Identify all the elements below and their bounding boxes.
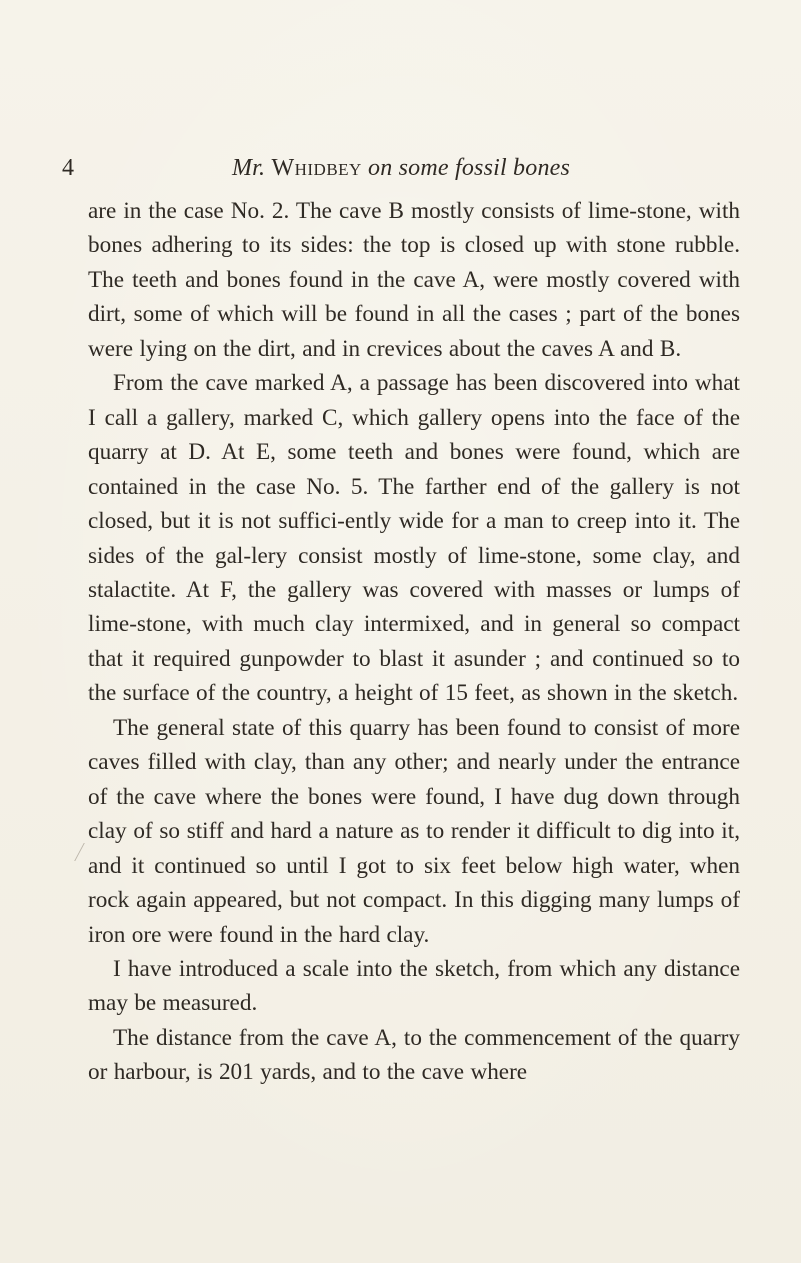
running-head-prefix: Mr. bbox=[231, 155, 266, 181]
paragraph: The distance from the cave A, to the commencement of the quarry or harbour, is 201 yards, and to the cave where bbox=[88, 1024, 740, 1086]
running-head-author: Whidbey bbox=[271, 155, 362, 181]
running-head bbox=[62, 148, 740, 188]
body-text bbox=[88, 194, 740, 1090]
paragraph-continuation: are in the case No. 2. The cave B mostly consists of lime-stone, with bones adhering to its sides: the top is closed up with stone rubble. The teeth and bones found in the cave A, were mostly covered with dirt, some of which will be found in all the cases ; part of the bones were lying on the dirt, and in crevices about the caves A and B. bbox=[88, 198, 740, 362]
paragraph: I have introduced a scale into the sketch, from which any distance may be measured. bbox=[88, 955, 740, 1017]
page-header bbox=[62, 148, 740, 188]
running-head-suffix: on some fossil bones bbox=[368, 155, 571, 181]
paragraph: From the cave marked A, a passage has been discovered into what I call a gallery, marked C, which gallery opens into the face of the quarry at D. At E, some teeth and bones were found, which are contained in the case No. 5. The farther end of the gallery is not closed, but it is not suffici-ently wide for a man to creep into it. The sides of the gal-lery consist mostly of lime-stone, some clay, and stalactite. At F, the gallery was covered with masses or lumps of lime-stone, with much clay intermixed, and in general so compact that it required gunpowder to blast it asunder ; and continued so to the surface of the country, a height of 15 feet, as shown in the sketch. bbox=[88, 370, 740, 707]
page-number: 4 bbox=[62, 155, 74, 181]
paragraph: The general state of this quarry has been found to consist of more caves filled with clay, than any other; and nearly under the entrance of the cave where the bones were found, I have dug down through clay of so stiff and hard a nature as to render it difficult to dig into it, and it continued so until I got to six feet below high water, when rock again appeared, but not compact. In this digging many lumps of iron ore were found in the hard clay. bbox=[88, 714, 740, 948]
